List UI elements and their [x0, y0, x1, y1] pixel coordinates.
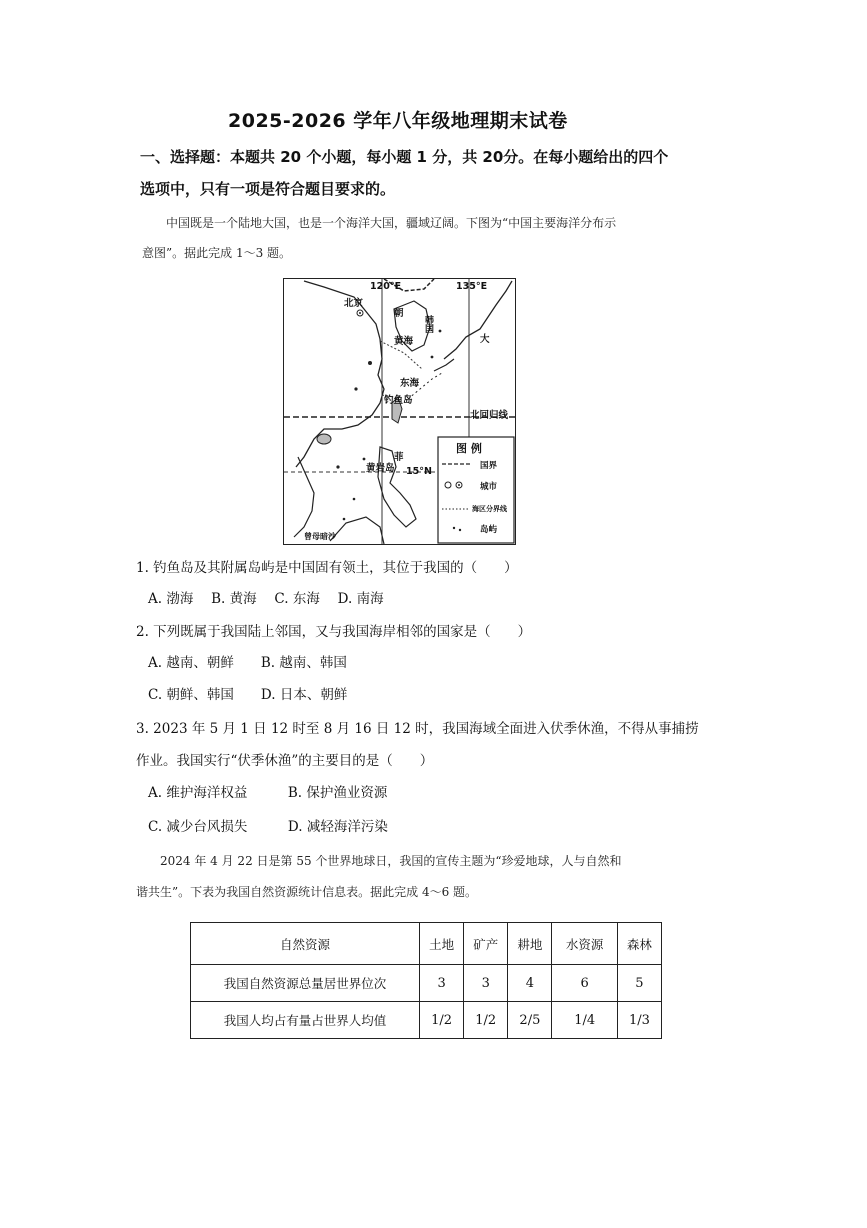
map-label-15n: 15°N: [406, 466, 432, 477]
legend-city: 城市: [480, 482, 498, 492]
question-2-stem: 2. 下列既属于我国陆上邻国，又与我国海岸相邻的国家是（ ）: [136, 624, 532, 640]
question-1-options: A. 渤海 B. 黄海 C. 东海 D. 南海: [148, 591, 384, 607]
legend-title: 图 例: [456, 442, 482, 455]
question-2-options-ab: A. 越南、朝鲜 B. 越南、韩国: [148, 655, 347, 671]
table-header-cell: 土地: [420, 923, 464, 965]
page-title: 2025-2026 学年八年级地理期末试卷: [228, 110, 568, 132]
map-label-120e: 120°E: [370, 281, 402, 292]
sea-distribution-map: [283, 278, 516, 545]
table-cell: 6: [552, 965, 617, 1002]
map-label-japan: 大: [480, 334, 490, 345]
legend-zone: 海区分界线: [472, 505, 507, 513]
map-label-korea: 韩国: [423, 315, 433, 333]
table-cell: 我国自然资源总量居世界位次: [191, 965, 420, 1002]
table-row: [191, 1002, 662, 1039]
table-cell: 1/3: [617, 1002, 661, 1039]
table-header-row: [191, 923, 662, 965]
table-header-cell: 自然资源: [191, 923, 420, 965]
section-heading-line1: 一、选择题：本题共 20 个小题，每小题 1 分，共 20分。在每小题给出的四个: [140, 148, 669, 166]
table-cell: 1/2: [464, 1002, 508, 1039]
map-label-135e: 135°E: [456, 281, 488, 292]
legend-border: 国界: [480, 461, 498, 471]
table-row: [191, 965, 662, 1002]
natural-resources-table: [190, 922, 662, 1039]
question-3-options-cd: C. 减少台风损失 D. 减轻海洋污染: [148, 819, 388, 835]
table-header-cell: 耕地: [508, 923, 552, 965]
question-1-stem: 1. 钓鱼岛及其附属岛屿是中国固有领土，其位于我国的（ ）: [136, 560, 518, 576]
question-3-stem-line2: 作业。我国实行“伏季休渔”的主要目的是（ ）: [136, 753, 434, 769]
question-3-options-ab: A. 维护海洋权益 B. 保护渔业资源: [148, 785, 388, 801]
intro2-text-line2: 谐共生”。下表为我国自然资源统计信息表。据此完成 4～6 题。: [136, 885, 478, 899]
map-label-beijing: 北京: [344, 298, 364, 309]
table-header-cell: 森林: [617, 923, 661, 965]
table-cell: 4: [508, 965, 552, 1002]
table-header-cell: 水资源: [552, 923, 617, 965]
table-cell: 我国人均占有量占世界人均值: [191, 1002, 420, 1039]
intro2-text-line1: 2024 年 4 月 22 日是第 55 个世界地球日，我国的宣传主题为“珍爱地球，人与自然和: [160, 854, 622, 868]
intro-text-line2: 意图”。据此完成 1～3 题。: [142, 246, 292, 260]
map-label-dprk: 朝: [394, 308, 404, 319]
map-label-diaoyu: 钓鱼岛: [384, 395, 413, 406]
legend-islands: 岛屿: [480, 525, 498, 535]
table-cell: 3: [464, 965, 508, 1002]
question-2-options-cd: C. 朝鲜、韩国 D. 日本、朝鲜: [148, 687, 348, 703]
table-header-cell: 矿产: [464, 923, 508, 965]
intro-text-line1: 中国既是一个陆地大国，也是一个海洋大国，疆域辽阔。下图为“中国主要海洋分布示: [166, 216, 617, 230]
section-heading-line2: 选项中，只有一项是符合题目要求的。: [140, 180, 396, 198]
map-label-zengmu: 曾母暗沙: [304, 532, 336, 541]
table-cell: 1/4: [552, 1002, 617, 1039]
question-3-stem-line1: 3. 2023 年 5 月 1 日 12 时至 8 月 16 日 12 时，我国海域全面进入伏季休渔，不得从事捕捞: [136, 721, 699, 737]
map-label-east-sea: 东海: [400, 378, 420, 389]
map-label-tropic: 北回归线: [470, 410, 509, 421]
table-cell: 5: [617, 965, 661, 1002]
map-label-philippines: 菲: [394, 452, 404, 463]
table-cell: 1/2: [420, 1002, 464, 1039]
map-label-yellow-sea: 黄海: [394, 336, 414, 347]
table-cell: 3: [420, 965, 464, 1002]
map-label-huangyan: 黄岩岛: [366, 463, 395, 474]
table-cell: 2/5: [508, 1002, 552, 1039]
